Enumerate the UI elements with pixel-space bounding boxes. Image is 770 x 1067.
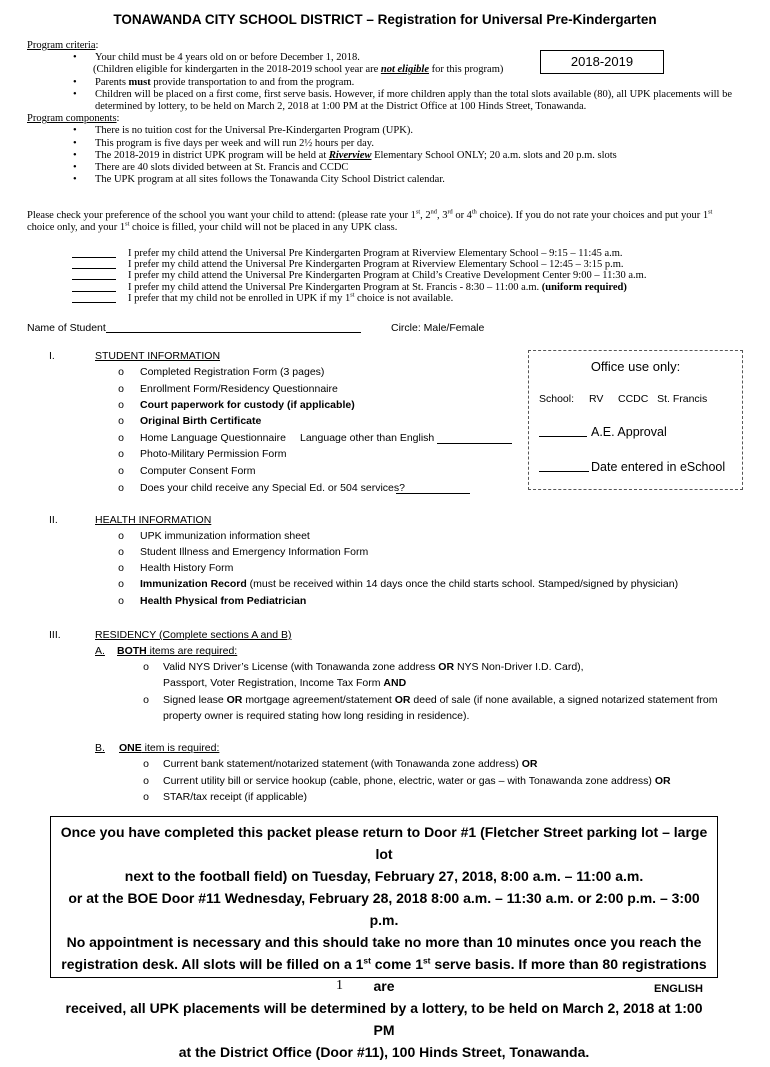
ordinal: nd bbox=[430, 208, 437, 216]
gender-label: Circle: Male/Female bbox=[391, 322, 485, 334]
rate-option-text: I prefer my child attend the Universal Pre Kindergarten Program at Riverview Elementary School – 9:15 – 11:45 a.m. bbox=[128, 248, 623, 259]
checklist-circle-icon[interactable]: o bbox=[118, 578, 124, 590]
checklist-item: Original Birth Certificate bbox=[140, 415, 262, 427]
ordinal-sep: , 3 bbox=[436, 210, 448, 221]
office-title: Office use only: bbox=[590, 359, 681, 374]
rate-option-riverview-am bbox=[0, 248, 770, 259]
rate-option-text: choice is not available. bbox=[354, 292, 454, 304]
checklist-item: STAR/tax receipt (if applicable) bbox=[163, 791, 307, 803]
name-label: Name of Student bbox=[27, 322, 106, 334]
checklist-circle-icon[interactable]: o bbox=[118, 415, 124, 427]
return-notice-text bbox=[51, 817, 717, 1067]
ordinal-sep: , 2 bbox=[420, 210, 431, 221]
checklist-circle-icon[interactable]: o bbox=[118, 399, 124, 411]
rate-option-text: I prefer my child attend the Universal Pre Kindergarten Program at St. Francis - 8:30 – 11:00 a.m. bbox=[128, 281, 540, 293]
checklist-circle-icon[interactable]: o bbox=[143, 758, 149, 770]
checklist-item: deed of sale (if none available, a signed notarized statement from bbox=[413, 694, 718, 706]
rating-blank[interactable] bbox=[72, 279, 116, 280]
checklist-circle-icon[interactable]: o bbox=[118, 530, 124, 542]
bullet-icon: • bbox=[73, 137, 77, 149]
component-item bbox=[27, 162, 747, 174]
ordinal: st bbox=[415, 208, 421, 216]
checklist-item: mortgage agreement/statement bbox=[245, 694, 392, 706]
checklist-item: property owner is required stating how long residing in residence). bbox=[163, 710, 470, 722]
checklist-item: NYS Non-Driver I.D. Card), bbox=[456, 661, 584, 673]
notice-text: come 1 bbox=[370, 956, 423, 972]
checklist-circle-icon[interactable]: o bbox=[118, 383, 124, 395]
criteria-item bbox=[27, 77, 747, 89]
criteria-text: determined by lottery, to be held on March 2, 2018 at 1:00 PM at the District Office at 100 Hinds Street, Tonawanda. bbox=[95, 101, 587, 113]
program-criteria bbox=[27, 40, 747, 186]
checklist-item: Student Illness and Emergency Information Form bbox=[140, 546, 369, 558]
or-emph: OR bbox=[654, 775, 671, 787]
criteria-text: provide transportation to and from the program. bbox=[153, 76, 355, 88]
checklist-circle-icon[interactable]: o bbox=[143, 775, 149, 787]
bullet-icon: • bbox=[73, 174, 77, 186]
checklist-item: Health History Form bbox=[140, 562, 234, 574]
criteria-text: Your child must be 4 years old on or before December 1, 2018. bbox=[95, 52, 360, 64]
office-school-label: School: bbox=[539, 393, 575, 405]
section-health-information bbox=[0, 514, 770, 610]
rate-option-not-enrolled bbox=[0, 293, 770, 304]
component-text: Elementary School ONLY; 20 a.m. slots and 20 p.m. slots bbox=[374, 149, 617, 161]
component-item bbox=[27, 125, 747, 137]
preference-paragraph bbox=[27, 210, 743, 234]
subsection-emph: ONE bbox=[119, 742, 142, 754]
checklist-circle-icon[interactable]: o bbox=[143, 694, 149, 706]
criteria-text: Children will be placed on a first come, first serve basis. However, if more children apply than the total slots available (80), all UPK placements will be bbox=[95, 88, 732, 100]
rate-option-riverview-pm bbox=[0, 259, 770, 270]
or-emph: OR bbox=[394, 694, 411, 706]
preference-text: choice). If you do not rate your choices and put your 1 bbox=[479, 210, 709, 221]
criteria-colon: : bbox=[95, 40, 99, 51]
checklist-circle-icon[interactable]: o bbox=[118, 482, 124, 494]
ordinal: st bbox=[708, 208, 713, 216]
ordinal: rd bbox=[447, 208, 453, 216]
preference-text: Please check your preference of the school you want your child to attend: (please rate your 1 bbox=[27, 210, 416, 221]
criteria-item bbox=[27, 101, 747, 113]
rate-option-st-francis bbox=[0, 282, 770, 293]
criteria-emph: must bbox=[128, 76, 151, 88]
checklist-circle-icon[interactable]: o bbox=[118, 366, 124, 378]
bullet-icon: • bbox=[73, 88, 77, 100]
subsection-emph: BOTH bbox=[117, 645, 147, 657]
bullet-icon: • bbox=[73, 149, 77, 161]
notice-text: serve basis. If more than 80 registrations are bbox=[373, 956, 707, 994]
language-label: Language other than English bbox=[300, 432, 435, 444]
notice-line: next to the football field) on Tuesday, February 27, 2018, 8:00 a.m. – 11:00 a.m. bbox=[124, 868, 644, 884]
criteria-text: (Children eligible for kindergarten in the 2018-2019 school year are bbox=[93, 64, 379, 76]
component-text: There are 40 slots divided between at St. Francis and CCDC bbox=[95, 162, 349, 174]
criteria-text: for this program) bbox=[431, 64, 504, 76]
criteria-text: Parents bbox=[95, 76, 126, 88]
component-item bbox=[27, 150, 747, 162]
component-text: There is no tuition cost for the Universal Pre-Kindergarten Program (UPK). bbox=[95, 125, 413, 137]
office-school-options: RV CCDC St. Francis bbox=[589, 393, 708, 405]
checklist-circle-icon[interactable]: o bbox=[143, 791, 149, 803]
checklist-item: Health Physical from Pediatrician bbox=[140, 595, 307, 607]
section-numeral: III. bbox=[49, 629, 61, 641]
notice-line: No appointment is necessary and this should take no more than 10 minutes once you reach the bbox=[66, 934, 702, 950]
checklist-item: Home Language Questionnaire bbox=[140, 432, 286, 444]
checklist-item: UPK immunization information sheet bbox=[140, 530, 310, 542]
component-item bbox=[27, 174, 747, 186]
section-numeral: II. bbox=[49, 514, 58, 526]
page-number: 1 bbox=[336, 978, 343, 993]
or-emph: OR bbox=[521, 758, 538, 770]
checklist-circle-icon[interactable]: o bbox=[118, 432, 124, 444]
section-heading: RESIDENCY (Complete sections A and B) bbox=[95, 629, 292, 641]
bullet-icon: • bbox=[73, 52, 77, 64]
checklist-item: Completed Registration Form (3 pages) bbox=[140, 366, 325, 378]
component-text: The 2018-2019 in district UPK program will be held at bbox=[95, 149, 327, 161]
notice-line: or at the BOE Door #11 Wednesday, February 28, 2018 8:00 a.m. – 11:30 a.m. or 2:00 p.m. – 3:00 p.m. bbox=[68, 890, 700, 928]
office-approval: A.E. Approval bbox=[591, 425, 667, 439]
notice-line: Once you have completed this packet please return to Door #1 (Fletcher Street parking lot – large lot bbox=[60, 824, 708, 862]
subsection-heading: items are required: bbox=[146, 645, 238, 657]
and-emph: AND bbox=[383, 677, 407, 689]
bullet-icon: • bbox=[73, 125, 77, 137]
criteria-heading: Program criteria bbox=[27, 40, 96, 51]
ordinal: st bbox=[423, 955, 431, 966]
component-text: This program is five days per week and will run 2½ hours per day. bbox=[95, 137, 374, 149]
bullet-icon: • bbox=[73, 162, 77, 174]
checklist-item: Enrollment Form/Residency Questionnaire bbox=[140, 383, 338, 395]
checklist-item: Current utility bill or service hookup (cable, phone, electric, water or gas – with Tonawanda zone address) bbox=[163, 775, 652, 787]
criteria-item bbox=[27, 52, 747, 64]
section-student-information bbox=[0, 350, 530, 500]
section-heading: HEALTH INFORMATION bbox=[95, 514, 212, 526]
or-emph: OR bbox=[226, 694, 243, 706]
preference-text: choice only, and your 1 bbox=[27, 222, 126, 234]
checklist-item: Photo-Military Permission Form bbox=[140, 448, 287, 460]
notice-line: at the District Office (Door #11), 100 Hinds Street, Tonawanda. bbox=[178, 1044, 590, 1060]
office-date-entered: Date entered in eSchool bbox=[591, 460, 726, 474]
checklist-item: Valid NYS Driver’s License (with Tonawanda zone address bbox=[163, 661, 436, 673]
checklist-circle-icon[interactable]: o bbox=[118, 448, 124, 460]
rate-option-text: I prefer my child attend the Universal Pre Kindergarten Program at Child’s Creative Development Center 9:00 – 11:30 a.m. bbox=[128, 270, 647, 282]
preference-text: choice is filled, your child will not be placed in any UPK class. bbox=[129, 222, 398, 234]
rating-blank[interactable] bbox=[72, 257, 116, 258]
school-year-box: 2018-2019 bbox=[540, 50, 664, 74]
section-numeral: I. bbox=[49, 350, 55, 362]
criteria-item bbox=[27, 64, 747, 76]
language-field[interactable] bbox=[437, 443, 512, 444]
ordinal: st bbox=[363, 955, 371, 966]
subsection-heading: item is required: bbox=[141, 742, 220, 754]
subsection-label: A. bbox=[95, 645, 105, 657]
rating-blank[interactable] bbox=[72, 302, 116, 303]
language-tag: ENGLISH bbox=[654, 983, 703, 995]
rate-option-ccdc bbox=[0, 270, 770, 281]
approval-field[interactable] bbox=[539, 436, 587, 437]
checklist-item-bold: Immunization Record bbox=[140, 578, 247, 590]
checklist-circle-icon[interactable]: o bbox=[118, 465, 124, 477]
subsection-label: B. bbox=[95, 742, 105, 754]
checklist-item: Court paperwork for custody (if applicable) bbox=[140, 399, 355, 411]
criteria-emph: not eligible bbox=[380, 64, 430, 76]
or-emph: OR bbox=[438, 661, 455, 673]
page-title: TONAWANDA CITY SCHOOL DISTRICT – Registration for Universal Pre-Kindergarten bbox=[113, 12, 657, 27]
checklist-item: Signed lease bbox=[163, 694, 224, 706]
checklist-item: Current bank statement/notarized statement (with Tonawanda zone address) bbox=[163, 758, 519, 770]
rate-option-text: I prefer that my child not be enrolled in UPK if my 1 bbox=[128, 292, 351, 304]
checklist-circle-icon[interactable]: o bbox=[118, 595, 124, 607]
notice-line bbox=[57, 953, 711, 997]
uniform-required-note: (uniform required) bbox=[541, 281, 627, 293]
criteria-item bbox=[27, 89, 747, 101]
checklist-item: Does your child receive any Special Ed. or 504 services? bbox=[140, 482, 405, 494]
rate-options bbox=[0, 248, 770, 304]
special-ed-field[interactable] bbox=[396, 493, 470, 494]
ordinal: th bbox=[471, 208, 477, 216]
checklist-item: Passport, Voter Registration, Income Tax Form bbox=[163, 677, 381, 689]
checklist-circle-icon[interactable]: o bbox=[118, 562, 124, 574]
bullet-icon: • bbox=[73, 76, 77, 88]
checklist-item: (must be received within 14 days once the child starts school. Stamped/signed by physician) bbox=[246, 578, 679, 590]
components-heading: Program components bbox=[27, 113, 117, 125]
component-item bbox=[27, 138, 747, 150]
section-heading: STUDENT INFORMATION bbox=[95, 350, 221, 362]
ordinal: st bbox=[350, 291, 355, 299]
notice-text: registration desk. All slots will be filled on a 1 bbox=[61, 956, 364, 972]
section-residency bbox=[0, 629, 770, 809]
checklist-circle-icon[interactable]: o bbox=[143, 661, 149, 673]
date-entered-field[interactable] bbox=[539, 471, 589, 472]
ordinal: st bbox=[125, 220, 130, 228]
checklist-circle-icon[interactable]: o bbox=[118, 546, 124, 558]
checklist-item: Computer Consent Form bbox=[140, 465, 256, 477]
component-emph: Riverview bbox=[328, 149, 372, 161]
component-text: The UPK program at all sites follows the Tonawanda City School District calendar. bbox=[95, 174, 445, 186]
ordinal-sep: or 4 bbox=[452, 210, 472, 221]
rating-blank[interactable] bbox=[72, 291, 116, 292]
components-colon: : bbox=[116, 113, 120, 125]
rate-option-text: I prefer my child attend the Universal Pre Kindergarten Program at Riverview Elementary School – 12:45 – 3:15 p.m. bbox=[128, 259, 624, 271]
office-use-box bbox=[528, 350, 743, 490]
notice-line: received, all UPK placements will be determined by a lottery, to be held on March 2, 2018 at 1:00 PM bbox=[65, 1000, 703, 1038]
rating-blank[interactable] bbox=[72, 268, 116, 269]
student-name-field[interactable] bbox=[106, 332, 361, 333]
